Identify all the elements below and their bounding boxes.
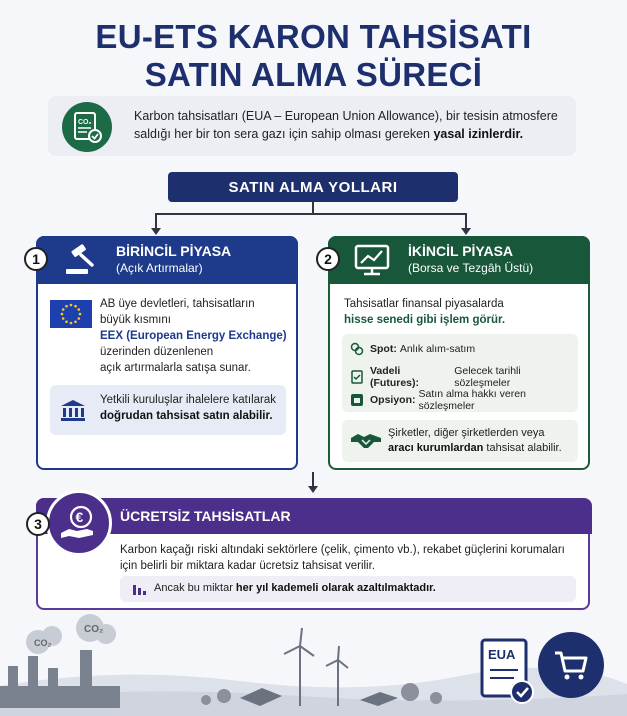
gavel-icon (60, 243, 100, 277)
secondary-market-header (324, 236, 590, 284)
primary-market-subtitle: (Açık Artırmalar) (116, 261, 203, 275)
eua-label: EUA (488, 647, 516, 662)
step-number-badge: 2 (316, 247, 340, 271)
eua-document-icon (478, 636, 538, 708)
free-allocation-title: ÜCRETSİZ TAHSİSATLAR (120, 508, 291, 524)
list-item: Spot: Anlık alım-satım (350, 342, 475, 356)
step-number-badge: 1 (24, 247, 48, 271)
handshake-icon (350, 430, 382, 457)
contract-icon (350, 370, 364, 384)
eu-flag-icon (50, 300, 92, 328)
primary-market-note (50, 385, 286, 435)
connector-line (155, 213, 157, 229)
euro-hand-icon (46, 490, 112, 556)
primary-market-title: BİRİNCİL PİYASA (116, 243, 232, 259)
coins-icon (350, 342, 364, 356)
primary-market-header (32, 236, 298, 284)
arrow-down-icon (151, 228, 161, 235)
list-item: Opsiyon: Satın alma hakkı veren sözleşmeler (350, 388, 578, 412)
svg-text:CO₂: CO₂ (78, 119, 92, 126)
chart-monitor-icon (352, 243, 392, 277)
free-allocation-text: Karbon kaçağı riski altındaki sektörlere (çelik, çimento vb.), rekabet güçlerini korumaları için belirli bir miktara kadar ücretsiz tahsisat verilir. (120, 544, 565, 572)
connector-line (155, 213, 467, 215)
intro-card (48, 96, 576, 156)
arrow-down-icon (308, 486, 318, 493)
secondary-market-subtitle: (Borsa ve Tezgâh Üstü) (408, 261, 534, 275)
secondary-note-line-2: aracı kurumlardan tahsisat alabilir. (388, 442, 562, 454)
secondary-market-note (342, 420, 578, 462)
primary-market-description: AB üye devletleri, tahsisatların büyük kısmını EEX (European Energy Exchange) üzerinden düzenlenen açık artırmalarla satışa sunar. (100, 296, 290, 376)
step-number-badge: 3 (26, 512, 50, 536)
svg-text:€: € (75, 509, 84, 525)
intro-text: Karbon tahsisatları (EUA – European Union Allowance), bir tesisin atmosfere saldığı her bir ton sera gazı için sahip olması gereken yasal izinlerdir. (134, 109, 558, 141)
shopping-cart-icon (538, 632, 604, 698)
connector-line (465, 213, 467, 229)
secondary-market-line-2: hisse senedi gibi işlem görür. (344, 314, 506, 326)
title-line-2: SATIN ALMA SÜRECİ (144, 56, 483, 93)
secondary-market-title: İKİNCİL PİYASA (408, 243, 514, 259)
bank-icon (60, 399, 86, 426)
co2-cloud-label: CO₂ (34, 638, 52, 648)
list-item: Vadeli (Futures): Gelecek tarihli sözleşmeler (350, 365, 578, 389)
free-allocation-panel (36, 498, 590, 610)
secondary-market-panel (324, 236, 590, 470)
arrow-down-icon (461, 228, 471, 235)
eex-label: EEX (European Energy Exchange) (100, 330, 287, 342)
primary-note-line-2: doğrudan tahsisat satın alabilir. (100, 410, 273, 422)
title-line-1: EU-ETS KARON TAHSİSATI (95, 18, 532, 55)
primary-note-line-1: Yetkili kuruluşlar ihalelere katılarak (100, 394, 276, 406)
instrument-list (342, 334, 578, 412)
primary-market-panel (32, 236, 298, 470)
page-title (0, 18, 627, 94)
free-allocation-note-text: Ancak bu miktar her yıl kademeli olarak azaltılmaktadır. (154, 582, 436, 594)
option-icon (350, 393, 364, 407)
free-allocation-note (120, 576, 576, 602)
purchase-ways-banner: SATIN ALMA YOLLARI (168, 172, 458, 202)
secondary-note-line-1: Şirketler, diğer şirketlerden veya (388, 427, 545, 439)
declining-chart-icon (132, 582, 148, 601)
secondary-market-line-1: Tahsisatlar finansal piyasalarda (344, 298, 504, 310)
co2-certificate-icon (62, 102, 112, 152)
co2-cloud-label: CO₂ (84, 624, 104, 635)
